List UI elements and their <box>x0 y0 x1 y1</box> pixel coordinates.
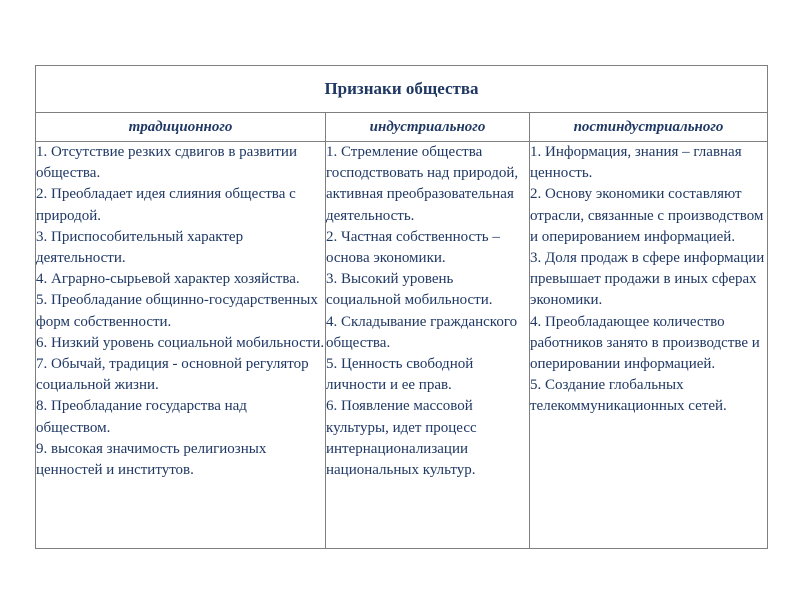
society-features-table <box>35 65 768 549</box>
list-item: 3. Приспособительный характер деятельности. <box>36 228 244 267</box>
header-industrial: индустриального <box>326 113 530 142</box>
list-item: 4. Преобладающее количество работников занято в производстве и оперировании информацией. <box>530 313 760 373</box>
list-item: 5. Преобладание общинно-государственных форм собственности. <box>36 292 318 330</box>
list-item: 2. Основу экономики составляют отрасли, связанные с производством и оперированием информацией. <box>530 186 764 245</box>
list-item: 9. высокая значимость религиозных ценностей и институтов. <box>36 440 267 479</box>
list-item: 6. Низкий уровень социальной мобильности. <box>36 334 325 351</box>
title-row <box>36 66 768 113</box>
list-item: 5. Ценность свободной личности и ее прав. <box>326 356 474 394</box>
table-title: Признаки общества <box>36 66 768 113</box>
body-row <box>36 142 768 549</box>
list-item: 2. Частная собственность – основа экономики. <box>326 228 500 267</box>
header-traditional: традиционного <box>36 113 326 142</box>
list-item: 4. Складывание гражданского общества. <box>326 313 518 351</box>
list-item: 6. Появление массовой культуры, идет процесс интернационализации национальных культур. <box>326 398 477 479</box>
list-item: 1. Информация, знания – главная ценность. <box>530 144 742 182</box>
list-item: 1. Отсутствие резких сдвигов в развитии общества. <box>36 144 297 182</box>
list-item: 4. Аграрно-сырьевой характер хозяйства. <box>36 271 300 288</box>
header-row <box>36 113 768 142</box>
list-item: 1. Стремление общества господствовать над природой, активная преобразовательная деятельность. <box>326 144 519 224</box>
header-postindustrial: постиндустриального <box>530 113 768 142</box>
list-item: 8. Преобладание государства над обществом. <box>36 398 247 436</box>
list-item: 7. Обычай, традиция - основной регулятор социальной жизни. <box>36 356 309 394</box>
list-item: 3. Высокий уровень социальной мобильности. <box>326 271 493 309</box>
list-item: 5. Создание глобальных телекоммуникационных сетей. <box>530 377 727 415</box>
industrial-features <box>326 142 530 549</box>
postindustrial-features <box>530 142 768 549</box>
list-item: 2. Преобладает идея слияния общества с природой. <box>36 186 296 224</box>
list-item: 3. Доля продаж в сфере информации превышает продажи в иных сферах экономики. <box>530 250 765 309</box>
traditional-features <box>36 142 326 549</box>
